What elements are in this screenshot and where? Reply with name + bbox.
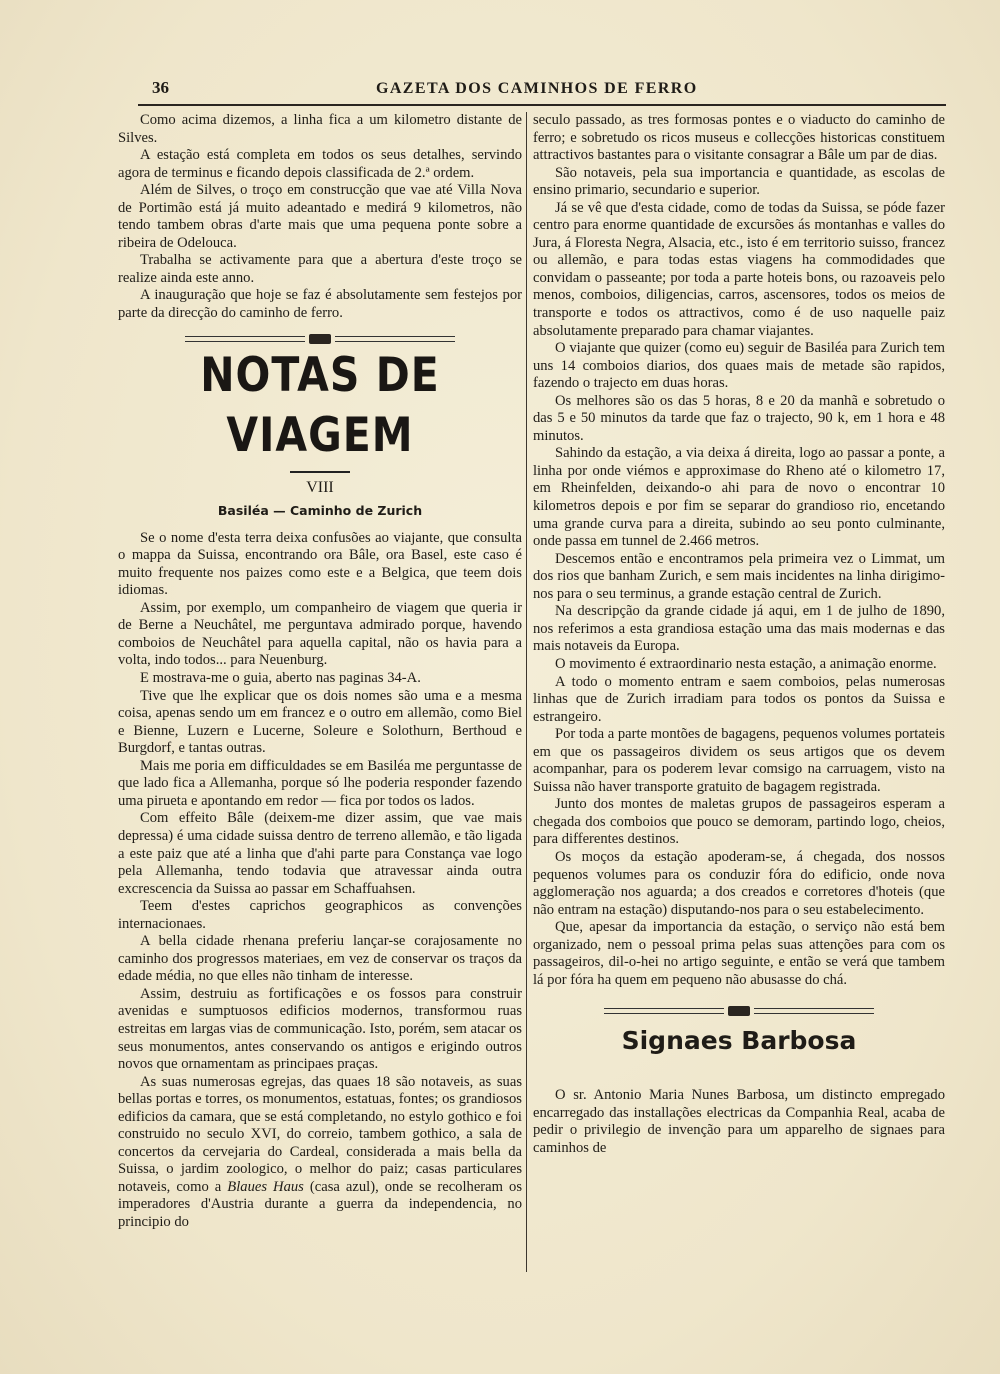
section-title-signaes: Signaes Barbosa	[621, 1026, 857, 1056]
paragraph: A inauguração que hoje se faz é absolutamente sem festejos por parte da direcção do caminho de ferro.	[118, 287, 522, 322]
ornament-icon	[728, 1006, 750, 1016]
paragraph: A estação está completa em todos os seus detalhes, servindo agora de terminus e ficando depois classificada de 2.ª ordem.	[118, 147, 522, 181]
paragraph: E mostrava-me o guia, aberto nas paginas 34-A.	[140, 670, 421, 687]
divider-line	[185, 336, 305, 342]
right-column	[533, 112, 945, 1272]
paragraph: Como acima dizemos, a linha fica a um kilometro distante de Silves.	[118, 112, 522, 146]
left-column	[118, 112, 522, 1272]
text-run: (casa azul), onde se recolheram os imperadores d'Austria durante a guerra da independencia, no principio do	[118, 1178, 522, 1230]
paragraph: Na descripção da grande cidade já aqui, em 1 de julho de 1890, nos referimos a esta grandiosa estação uma das mais modernas e das mais notaveis da Europa.	[533, 603, 945, 655]
divider-line	[604, 1008, 724, 1014]
paragraph: A bella cidade rhenana preferiu lançar-se corajosamente no caminho dos progressos materiaes, em vez de conservar os traços da edade média, no que elles não tinham de interesse.	[118, 933, 522, 985]
page-number: 36	[152, 78, 169, 97]
ornamental-divider	[118, 333, 522, 345]
paragraph: São notaveis, pela sua importancia e quantidade, as escolas de ensino primario, secundario e superior.	[533, 164, 945, 199]
ornamental-divider	[533, 1005, 945, 1017]
paragraph	[118, 1074, 522, 1232]
paragraph: O movimento é extraordinario nesta estação, a animação enorme.	[555, 655, 937, 672]
paragraph: Os melhores são os das 5 horas, 8 e 20 da manhã e sobretudo o das 5 e 50 minutos da tarde que faz o trajecto, 90 k, em 1 hora e 48 minutos.	[533, 392, 945, 444]
paragraph: O viajante que quizer (como eu) seguir de Basiléa para Zurich tem uns 14 comboios diarios, dos quaes mais de metade são rapidos, fazendo o trajecto em duas horas.	[533, 340, 945, 392]
section-title: NOTAS DE VIAGEM	[200, 347, 440, 463]
divider-line	[335, 336, 455, 342]
paragraph: Tive que lhe explicar que os dois nomes são uma e a mesma coisa, apenas sendo um em francez e o outro em allemão, como Biel e Bienne, Luzern e Lucerne, Soleure e Solothurn, Berthoud e Burgdorf, e tantas outras.	[118, 687, 522, 757]
column-divider	[526, 112, 527, 1272]
paragraph: Junto dos montes de maletas grupos de passageiros esperam a chegada dos comboios que pouco se demoram, partindo logo, cheios, para differentes destinos.	[533, 796, 945, 848]
section-subtitle: Basiléa — Caminho de Zurich	[217, 503, 423, 519]
text-run: As suas numerosas egrejas, das quaes 18 são notaveis, as suas bellas portas e torres, os monumentos, estatuas, fontes; os grandiosos edificios da camara, que se está completando, no estylo gothico e foi construido no seculo XVI, do correio, tambem gothico, a sala de concertos da cervejaria do Cardeal, considerada a mais bella da Suissa, o jardim zoologico, o melhor do paiz; casas particulares notaveis, como a	[118, 1073, 522, 1195]
running-title: GAZETA DOS CAMINHOS DE FERRO	[376, 80, 698, 97]
paragraph: Sahindo da estação, a via deixa á direita, logo ao passar a ponte, a linha por onde viémos e approximase do Rheno até o kilometro 17, em Rheinfelden, deixando-o ahi para de novo o encontrar 10 kilometros depois e por fim se separar do grandioso rio, encetando uma grande curva para a direita, subindo ao seu ponto culminante, onde passa em tunnel de 2.466 metros.	[533, 445, 945, 550]
paragraph: Descemos então e encontramos pela primeira vez o Limmat, um dos rios que banham Zurich, e sem mais incidentes na linha dirigimo-nos para o seu terminus, a grande estação central de Zurich.	[533, 550, 945, 602]
paragraph: Teem d'estes caprichos geographicos as convenções internacionaes.	[118, 898, 522, 932]
paragraph: Que, apesar da importancia da estação, o serviço não está bem organizado, nem o pessoal prima pelas suas attenções para com os passageiros, dil-o-hei no artigo seguinte, e então se verá que tambem lá por fóra ha quem em pequeno não abusasse do chá.	[533, 919, 945, 988]
paragraph-continuation: seculo passado, as tres formosas pontes e o viaducto do caminho de ferro; e sobretudo os ricos museus e collecções historicas constituem attractivos bastantes para o visitante consagrar a Bâle um par de dias.	[533, 112, 945, 164]
paragraph: Por toda a parte montões de bagagens, pequenos volumes portateis em que os passageiros dividem os seus artigos que os devem acompanhar, para os poderem levar comsigo na carruagem, visto na Suissa não haver transporte gratuito de bagagem registrada.	[533, 726, 945, 795]
paragraph: Trabalha se activamente para que a abertura d'este troço se realize ainda este anno.	[118, 252, 522, 286]
paragraph: Mais me poria em difficuldades se em Basiléa me perguntasse de que lado fica a Allemanha, porque só lhe poderia responder fazendo uma pirueta e apontando em redor — fica por todos os lados.	[118, 757, 522, 809]
paragraph: Já se vê que d'esta cidade, como de todas da Suissa, se póde fazer centro para enorme quantidade de excursões ás montanhas e valles do Jura, á Floresta Negra, Alsacia, etc., isto é em territorio suisso, francez ou allemão, e para todas estas viagens ha commodidades que convidam o passeante; por toda a parte hoteis bons, ou razoaveis pelo menos, comboios, diligencias, carros, ascensores, todos os meios de transporte e todos os attractivos, como é de uso naquelle paiz absolutamente preparado para chamar viajantes.	[533, 199, 945, 339]
title-underline	[290, 471, 350, 473]
paragraph: Se o nome d'esta terra deixa confusões ao viajante, que consulta o mappa da Suissa, encontrando ora Bâle, ora Basel, este caso é muito frequente nos paizes como este e a Belgica, que teem dois idiomas.	[118, 529, 522, 599]
paragraph: Assim, por exemplo, um companheiro de viagem que queria ir de Berne a Neuchâtel, me perguntava admirado porque, havendo comboios de Neuchâtel para aquella capital, não os havia para a volta, indo todos... para Neuenburg.	[118, 599, 522, 669]
page-header	[138, 74, 946, 106]
italic-house-name: Blaues Haus	[227, 1178, 304, 1195]
paragraph: O sr. Antonio Maria Nunes Barbosa, um distincto empregado encarregado das installações electricas da Companhia Real, acaba de pedir o privilegio de invenção para um apparelho de signaes para caminhos de	[533, 1087, 945, 1156]
section-number: VIII	[306, 478, 334, 496]
divider-line	[754, 1008, 874, 1014]
paragraph: Com effeito Bâle (deixem-me dizer assim, que vae mais depressa) é uma cidade suissa dentro de terreno allemão, e tão ligada a este paiz que até a linha que d'ahi parte para Constança vae logo pela Allemanha, tendo todavia que atravessar ainda outra excrescencia da Suissa ao passar em Schaffuahsen.	[118, 810, 522, 897]
paragraph: Assim, destruiu as fortificações e os fossos para construir avenidas e sumptuosos edificios modernos, transformou ruas estreitas em largas vias de communicação. Isto, porém, sem atacar os seus monumentos, antes conservando os antigos e erigindo outros novos que ornamentam as principaes praças.	[118, 985, 522, 1073]
paragraph: Além de Silves, o troço em construcção que vae até Villa Nova de Portimão está já muito adeantado e medirá 9 kilometros, não tendo tambem obras d'arte mais que uma pequena ponte sobre a ribeira de Odelouca.	[118, 182, 522, 251]
paragraph: Os moços da estação apoderam-se, á chegada, dos nossos pequenos volumes para os conduzir fóra do edificio, onde nova agglomeração nos aguarda; a dos creados e corretores d'hoteis (que não entram na estação) disputando-nos para o seu estabelecimento.	[533, 848, 945, 918]
ornament-icon	[309, 334, 331, 344]
paragraph: A todo o momento entram e saem comboios, pelas numerosas linhas que de Zurich irradiam para todos os pontos da Suissa e estrangeiro.	[533, 673, 945, 725]
